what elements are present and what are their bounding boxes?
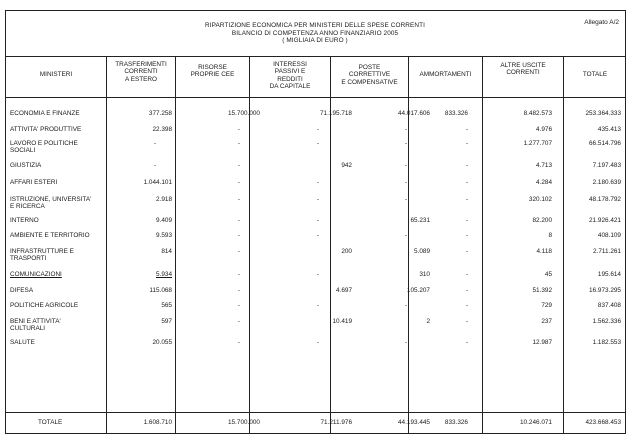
cell-poste: - xyxy=(404,196,407,203)
cell-interessi: - xyxy=(316,339,319,346)
cell-ammortamenti: - xyxy=(465,217,468,224)
cell-poste: - xyxy=(404,302,407,309)
ministry-name: AMBIENTE E TERRITORIO xyxy=(10,232,90,239)
cell-poste: - xyxy=(404,232,407,239)
cell-ammortamenti: - xyxy=(465,302,468,309)
ministry-name: INTERNO xyxy=(10,217,39,224)
cell-ammortamenti: 833.326 xyxy=(444,110,468,117)
cell-totale: 2.711.261 xyxy=(593,248,621,255)
ministry-name: POLITICHE AGRICOLE xyxy=(10,302,79,309)
cell-trasferimenti: 597 xyxy=(161,318,172,325)
cell-risorse: - xyxy=(237,248,240,255)
cell-totale: 837.408 xyxy=(597,302,621,309)
cell-trasferimenti: 2.918 xyxy=(156,196,172,203)
cell-trasferimenti: 9.409 xyxy=(156,217,172,224)
cell-poste: - xyxy=(404,339,407,346)
cell-ammortamenti: - xyxy=(465,318,468,325)
ministry-name: INFRASTRUTTURE E TRASPORTI xyxy=(10,248,74,263)
cell-ammortamenti: - xyxy=(465,339,468,346)
cell-trasferimenti: 565 xyxy=(161,302,172,309)
cell-altre: 1.277.707 xyxy=(523,140,552,147)
cell-totale: 21.926.421 xyxy=(589,217,621,224)
cell-altre: 51.392 xyxy=(532,287,552,294)
cell-ammortamenti: - xyxy=(465,248,468,255)
cell-interessi: 942 xyxy=(341,162,352,169)
ministry-name: BENI E ATTIVITA' CULTURALI xyxy=(10,318,61,333)
cell-totale: 195.614 xyxy=(597,271,621,278)
cell-totale: 16.973.295 xyxy=(589,287,621,294)
cell-ammortamenti: - xyxy=(465,287,468,294)
cell-trasferimenti: - xyxy=(153,140,156,147)
column-header-altre: ALTRE USCITE CORRENTI xyxy=(500,62,546,77)
cell-totale: 2.180.639 xyxy=(592,179,621,186)
cell-interessi: - xyxy=(316,232,319,239)
cell-risorse: - xyxy=(237,126,240,133)
cell-interessi: - xyxy=(316,271,319,278)
ministry-name: SALUTE xyxy=(10,339,35,346)
column-divider xyxy=(563,56,564,434)
cell-altre: 4.284 xyxy=(536,179,552,186)
cell-altre: 8 xyxy=(548,232,552,239)
cell-poste: 2 xyxy=(426,318,430,325)
cell-ammortamenti: - xyxy=(465,232,468,239)
total-risorse: 15.700.000 xyxy=(228,419,260,426)
total-altre: 10.246.071 xyxy=(520,419,552,426)
cell-totale: 48.178.792 xyxy=(589,196,621,203)
cell-poste: - xyxy=(404,140,407,147)
cell-risorse: 15.700.000 xyxy=(228,110,260,117)
cell-interessi: - xyxy=(316,196,319,203)
cell-risorse: - xyxy=(237,179,240,186)
cell-altre: 729 xyxy=(541,302,552,309)
cell-altre: 237 xyxy=(541,318,552,325)
cell-totale: 1.182.553 xyxy=(592,339,621,346)
cell-interessi: - xyxy=(316,217,319,224)
cell-altre: 12.987 xyxy=(532,339,552,346)
cell-totale: 1.562.336 xyxy=(592,318,621,325)
ministry-name: ECONOMIA E FINANZE xyxy=(10,110,80,117)
cell-risorse: - xyxy=(237,196,240,203)
cell-poste: - xyxy=(404,179,407,186)
cell-totale: 66.514.796 xyxy=(589,140,621,147)
total-ammortamenti: 833.326 xyxy=(444,419,468,426)
cell-trasferimenti: 1.044.101 xyxy=(143,179,172,186)
total-interessi: 71.211.976 xyxy=(320,419,352,426)
cell-interessi: 10.419 xyxy=(332,318,352,325)
total-row-divider xyxy=(5,412,626,413)
report-units: ( MIGLIAIA DI EURO ) xyxy=(282,37,348,44)
cell-risorse: - xyxy=(237,232,240,239)
cell-poste: 310 xyxy=(419,271,430,278)
ministry-name: GIUSTIZIA xyxy=(10,162,42,169)
total-row-label: TOTALE xyxy=(38,419,63,426)
column-header-ammortamenti: AMMORTAMENTI xyxy=(419,71,472,78)
total-poste: 44.193.445 xyxy=(398,419,430,426)
cell-altre: 4.118 xyxy=(536,248,552,255)
cell-trasferimenti: 22.398 xyxy=(152,126,172,133)
cell-interessi: - xyxy=(316,126,319,133)
cell-ammortamenti: - xyxy=(465,140,468,147)
ministry-name: ISTRUZIONE, UNIVERSITA' E RICERCA xyxy=(10,196,92,211)
report-subtitle: BILANCIO DI COMPETENZA ANNO FINANZIARIO 2005 xyxy=(231,29,399,37)
ministry-name: AFFARI ESTERI xyxy=(10,179,58,186)
cell-altre: 45 xyxy=(544,271,552,278)
total-trasferimenti: 1.608.710 xyxy=(143,419,172,426)
cell-interessi: - xyxy=(316,302,319,309)
column-divider xyxy=(175,56,176,434)
cell-totale: 253.364.333 xyxy=(585,110,621,117)
cell-poste: 44.017.606 xyxy=(398,110,430,117)
column-divider xyxy=(482,56,483,434)
cell-interessi: - xyxy=(316,179,319,186)
column-header-risorse: RISORSE PROPRIE CEE xyxy=(190,64,235,79)
cell-poste: - xyxy=(404,162,407,169)
cell-trasferimenti: 20.055 xyxy=(152,339,172,346)
cell-totale: 7.197.483 xyxy=(592,162,621,169)
cell-interessi: 71.195.718 xyxy=(320,110,352,117)
cell-trasferimenti: 377.258 xyxy=(148,110,172,117)
cell-totale: 435.413 xyxy=(597,126,621,133)
ministry-name: ATTIVITA' PRODUTTIVE xyxy=(10,126,82,133)
cell-interessi: 4.697 xyxy=(336,287,352,294)
column-header-divider xyxy=(5,97,626,98)
column-header-poste: POSTE CORRETTIVE E COMPENSATIVE xyxy=(341,64,398,86)
cell-trasferimenti: 814 xyxy=(161,248,172,255)
cell-trasferimenti: - xyxy=(153,162,156,169)
cell-ammortamenti: - xyxy=(465,126,468,133)
cell-trasferimenti: 9.593 xyxy=(156,232,172,239)
ministry-name: DIFESA xyxy=(10,287,34,294)
cell-risorse: - xyxy=(237,302,240,309)
ministry-name: LAVORO E POLITICHE SOCIALI xyxy=(10,140,78,155)
cell-risorse: - xyxy=(237,217,240,224)
cell-altre: 4.713 xyxy=(536,162,552,169)
cell-risorse: - xyxy=(237,287,240,294)
cell-poste: 5.089 xyxy=(414,248,430,255)
cell-risorse: - xyxy=(237,140,240,147)
cell-poste: 105.207 xyxy=(406,287,430,294)
cell-poste: 65.231 xyxy=(410,217,430,224)
cell-poste: - xyxy=(404,126,407,133)
cell-ammortamenti: - xyxy=(465,179,468,186)
cell-interessi: 200 xyxy=(341,248,352,255)
cell-risorse: - xyxy=(237,162,240,169)
column-header-interessi: INTERESSI PASSIVI E REDDITI DA CAPITALE xyxy=(269,61,311,91)
cell-risorse: - xyxy=(237,271,240,278)
column-header-trasferimenti: TRASFERIMENTI CORRENTI A ESTERO xyxy=(115,61,167,83)
ministry-name: COMUNICAZIONI xyxy=(10,271,62,278)
cell-trasferimenti: 5.934 xyxy=(156,271,172,278)
cell-altre: 320.102 xyxy=(528,196,552,203)
column-header-ministeri: MINISTERI xyxy=(39,71,73,78)
total-totale: 423.668.453 xyxy=(585,419,621,426)
cell-risorse: - xyxy=(237,318,240,325)
cell-altre: 82.200 xyxy=(532,217,552,224)
header-divider xyxy=(5,56,626,57)
annex-label: Allegato A/2 xyxy=(584,19,619,26)
cell-altre: 8.482.573 xyxy=(523,110,552,117)
cell-trasferimenti: 115.068 xyxy=(149,287,172,294)
cell-altre: 4.976 xyxy=(536,126,552,133)
cell-ammortamenti: - xyxy=(465,162,468,169)
cell-interessi: - xyxy=(316,140,319,147)
cell-ammortamenti: - xyxy=(465,196,468,203)
cell-ammortamenti: - xyxy=(465,271,468,278)
cell-risorse: - xyxy=(237,339,240,346)
report-title: RIPARTIZIONE ECONOMICA PER MINISTERI DELLE SPESE CORRENTI xyxy=(205,22,425,29)
column-header-totale: TOTALE xyxy=(582,71,608,78)
cell-totale: 408.109 xyxy=(597,232,621,239)
